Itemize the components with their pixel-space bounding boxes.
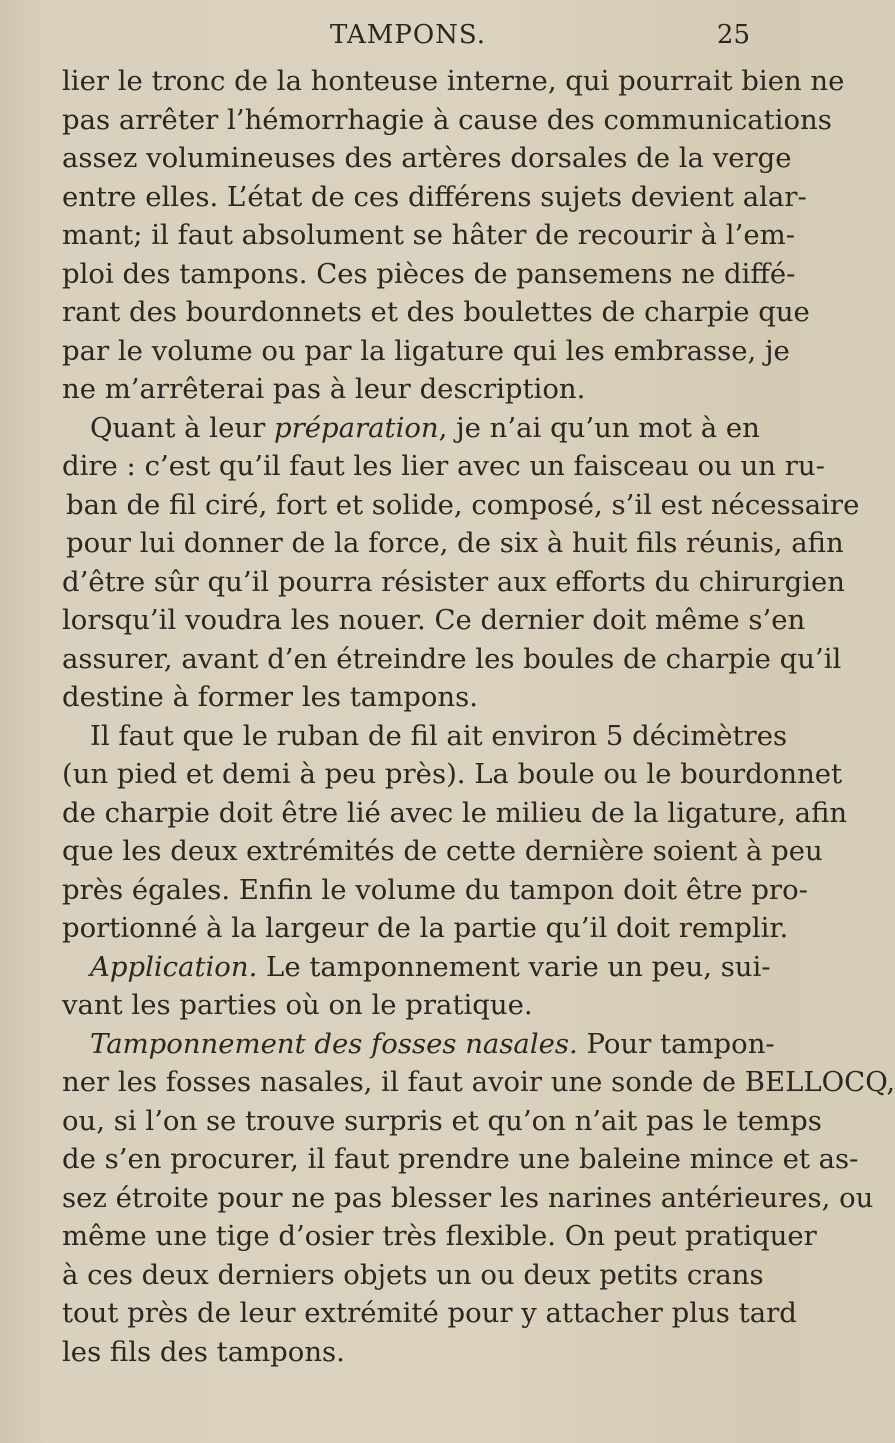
- text-line: d’être sûr qu’il pourra résister aux efforts du chirurgien: [62, 565, 846, 598]
- text-line: même une tige d’osier très flexible. On peut pratiquer: [62, 1220, 817, 1252]
- text-line: vant les parties où on le pratique.: [62, 989, 533, 1021]
- text-line: de charpie doit être lié avec le milieu de la ligature, afin: [62, 796, 848, 829]
- paragraph-first-line: Il faut que le ruban de fil ait environ 5 décimètres: [90, 719, 788, 752]
- text-line: mant; il faut absolument se hâter de recourir à l’em-: [62, 219, 795, 251]
- text-run: , je n’ai qu’un mot à en: [438, 411, 760, 444]
- text-line: dire : c’est qu’il faut les lier avec un faisceau ou un ru-: [62, 450, 825, 482]
- text-run: Pour tampon-: [577, 1027, 775, 1060]
- text-line: assez volumineuses des artères dorsales de la verge: [62, 142, 792, 174]
- text-line: près égales. Enfin le volume du tampon doit être pro-: [62, 873, 808, 906]
- text-line: destine à former les tampons.: [62, 681, 478, 713]
- text-line: rant des bourdonnets et des boulettes de charpie que: [62, 296, 810, 328]
- text-line: ploi des tampons. Ces pièces de pansemens ne diffé-: [62, 257, 796, 290]
- text-line: portionné à la largeur de la partie qu’il doit remplir.: [62, 912, 789, 944]
- paragraph-first-line: [62, 409, 760, 448]
- text-line: sez étroite pour ne pas blesser les narines antérieures, ou: [62, 1181, 874, 1214]
- italic-heading: Application.: [90, 950, 258, 983]
- text-line: lorsqu’il voudra les nouer. Ce dernier doit même s’en: [62, 604, 806, 636]
- paragraph-first-line: [62, 1025, 775, 1064]
- body-text: [62, 62, 895, 1371]
- text-line: à ces deux derniers objets un ou deux petits crans: [62, 1258, 764, 1291]
- text-line: ou, si l’on se trouve surpris et qu’on n’ait pas le temps: [62, 1104, 822, 1137]
- text-line: (un pied et demi à peu près). La boule ou le bourdonnet: [62, 758, 843, 790]
- text-line: lier le tronc de la honteuse interne, qui pourrait bien ne: [62, 65, 845, 97]
- paragraph-first-line: [62, 948, 771, 987]
- running-title: TAMPONS.: [330, 20, 487, 50]
- text-line: pas arrêter l’hémorrhagie à cause des communications: [62, 103, 832, 136]
- text-line: ban de fil ciré, fort et solide, composé, s’il est nécessaire: [66, 488, 860, 521]
- text-line: pour lui donner de la force, de six à huit fils réunis, afin: [66, 527, 844, 559]
- page-number: 25: [716, 20, 750, 50]
- text-run: Le tamponnement varie un peu, sui-: [257, 950, 771, 983]
- italic-term: préparation: [273, 411, 439, 444]
- text-line: ne m’arrêterai pas à leur description.: [62, 373, 586, 405]
- text-line: tout près de leur extrémité pour y attacher plus tard: [62, 1297, 797, 1329]
- text-line: entre elles. L’état de ces différens sujets devient alar-: [62, 180, 807, 213]
- text-line: assurer, avant d’en étreindre les boules de charpie qu’il: [62, 642, 842, 675]
- text-line: de s’en procurer, il faut prendre une baleine mince et as-: [62, 1143, 859, 1175]
- text-line: ner les fosses nasales, il faut avoir une sonde de BELLOCQ,: [62, 1066, 895, 1098]
- italic-heading: Tamponnement des fosses nasales.: [90, 1027, 578, 1060]
- page-header: [60, 20, 750, 60]
- text-run: Quant à leur: [90, 411, 274, 444]
- text-line: par le volume ou par la ligature qui les embrasse, je: [62, 334, 790, 367]
- text-line: les fils des tampons.: [62, 1335, 345, 1368]
- text-line: que les deux extrémités de cette dernière soient à peu: [62, 835, 823, 867]
